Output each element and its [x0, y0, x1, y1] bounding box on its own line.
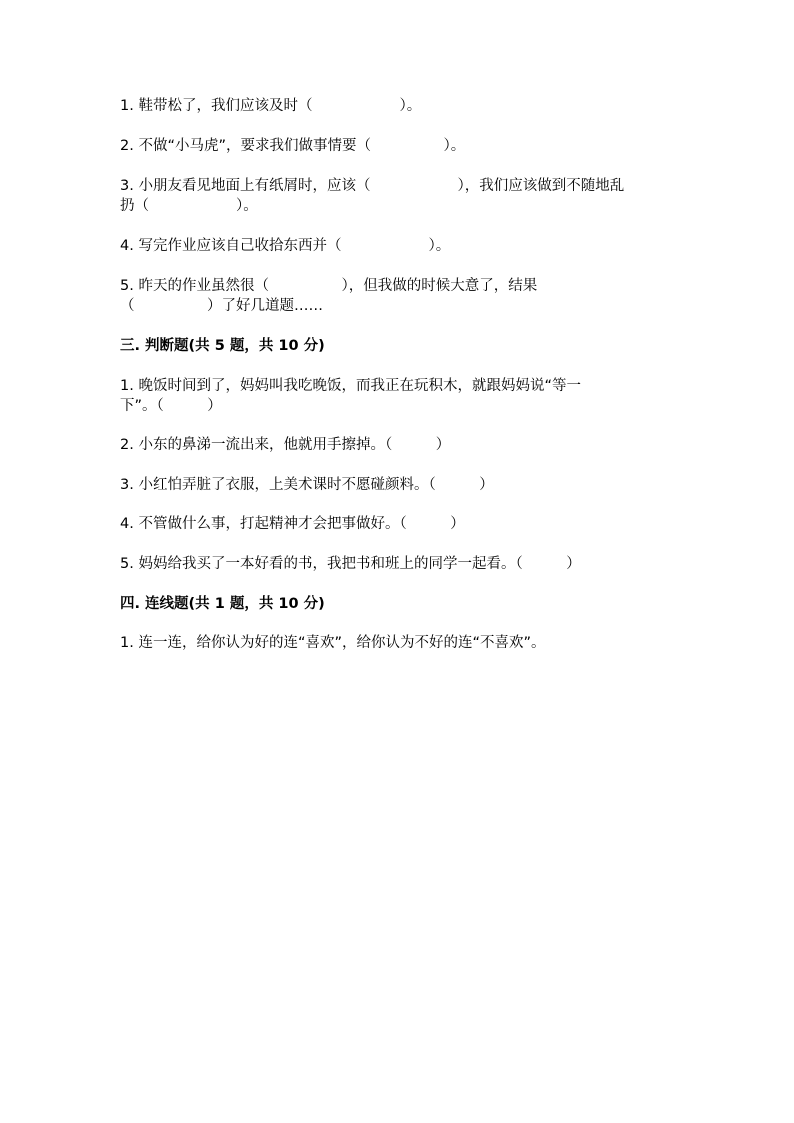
judgement-q1-line1: 1. 晚饭时间到了，妈妈叫我吃晚饭，而我正在玩积木，就跟妈妈说“等一 — [120, 378, 581, 394]
fill-blank-q5-line2: （ ）了好几道题…… — [120, 298, 323, 314]
judgement-q4: 4. 不管做什么事，打起精神才会把事做好。（ ） — [120, 516, 465, 532]
judgement-q2: 2. 小东的鼻涕一流出来，他就用手擦掉。（ ） — [120, 437, 451, 453]
fill-blank-q3-line2: 扔（ ）。 — [120, 198, 258, 214]
judgement-q5: 5. 妈妈给我买了一本好看的书，我把书和班上的同学一起看。（ ） — [120, 556, 581, 572]
matching-q1: 1. 连一连，给你认为好的连“喜欢”，给你认为不好的连“不喜欢”。 — [120, 635, 546, 651]
fill-blank-q1: 1. 鞋带松了，我们应该及时（ ）。 — [120, 98, 422, 114]
fill-blank-q3-line1: 3. 小朋友看见地面上有纸屑时，应该（ ），我们应该做到不随地乱 — [120, 178, 625, 194]
fill-blank-q2: 2. 不做“小马虎”，要求我们做事情要（ ）。 — [120, 138, 466, 154]
fill-blank-q4: 4. 写完作业应该自己收拾东西并（ ）。 — [120, 238, 451, 254]
section-heading-matching: 四. 连线题(共 1 题，共 10 分) — [120, 596, 325, 612]
section-heading-judgement: 三. 判断题(共 5 题，共 10 分) — [120, 338, 325, 354]
judgement-q3: 3. 小红怕弄脏了衣服，上美术课时不愿碰颜料。（ ） — [120, 477, 494, 493]
fill-blank-q5-line1: 5. 昨天的作业虽然很（ ），但我做的时候大意了，结果 — [120, 278, 538, 294]
judgement-q1-line2: 下”。（ ） — [120, 398, 222, 414]
